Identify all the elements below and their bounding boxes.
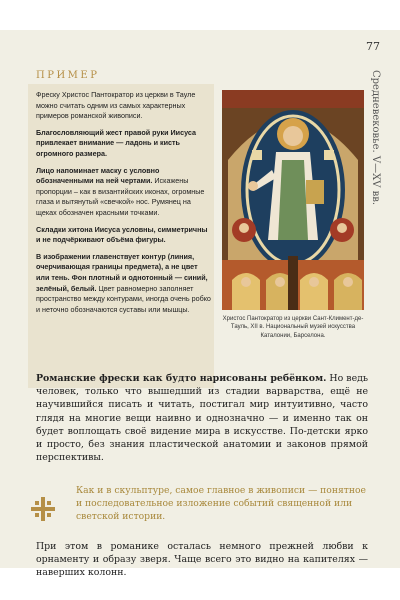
closing-paragraph: При этом в романике осталась немного прежней любви к орнаменту и образу зверя. Чаще всего это видно на капителях — наверших колонн. [36,541,368,579]
christ-pantocrator-fresco-illustration [222,90,364,310]
page-number: 77 [366,40,380,53]
main-paragraph [36,372,368,464]
running-head-vertical [370,70,384,250]
section-title: ПРИМЕР [36,70,100,81]
sidebar-paragraph-4-bold: Складки хитона Иисуса условны, симметричны и не подчёркивают объёма фигуры. [36,224,208,245]
sidebar-paragraph-3 [36,166,212,219]
sidebar-paragraph-5-text: Цвет равномерно заполняет пространство между контурами, иногда очень робко и неточно обозначаются суставы или мышцы. [36,283,211,314]
sidebar-paragraph-3-bold: Лицо напоминает маску с условно обозначенными на ней чертами. [36,165,160,186]
sidebar-paragraph-3-text: Искажены пропорции – как в византийских иконах, огромные глаза и вытянутый «свечкой» нос. Румянец на щеках обозначен красными точками. [36,176,205,217]
highlighted-quote: Как и в скульптуре, самое главное в живописи — понятное и последовательное изложение событий священной или светской истории. [76,485,366,523]
ornament-icon [30,496,56,522]
fresco-image [222,90,364,310]
figure-caption: Христос Пантократор из церкви Сант-Климент-де-Тауль, XII в. Национальный музей искусства Каталонии, Барселона. [222,316,364,339]
sidebar-paragraph-5 [36,252,212,316]
sidebar-paragraph-2-bold: Благословляющий жест правой руки Иисуса привлекает внимание — ладонь и кисть огромного размера. [36,127,196,158]
sidebar-paragraph-1: Фреску Христос Пантократор из церкви в Тауле можно считать одним из самых характерных примеров романской живописи. [36,90,196,121]
sidebar-paragraph-5-bold: В изображении главенствует контур (линия, очерчивающая границы предмета), а не цвет или тень. Фон плотный и однотонный — синий, зелёный, белый. [36,251,208,293]
example-sidebar-text [36,90,212,321]
sidebar-paragraph-4 [36,225,212,246]
sidebar-paragraph-2 [36,128,212,160]
running-head-text: Средневековье. V—XV вв. [370,70,381,206]
main-paragraph-bold: Романские фрески как будто нарисованы ребёнком. [36,373,327,384]
book-page [0,30,400,579]
main-paragraph-text: Но ведь человек, только что вышедший из стадии варварства, ещё не научившийся писать и читать, постигал мир интуитивно, часто глядя на многие вещи наивно и однозначно — и именно так он будет воплощать своё видение мира в искусстве. По-детски ярко и просто, без знания пластической анатомии и законов прямой перспективы. [36,373,368,464]
